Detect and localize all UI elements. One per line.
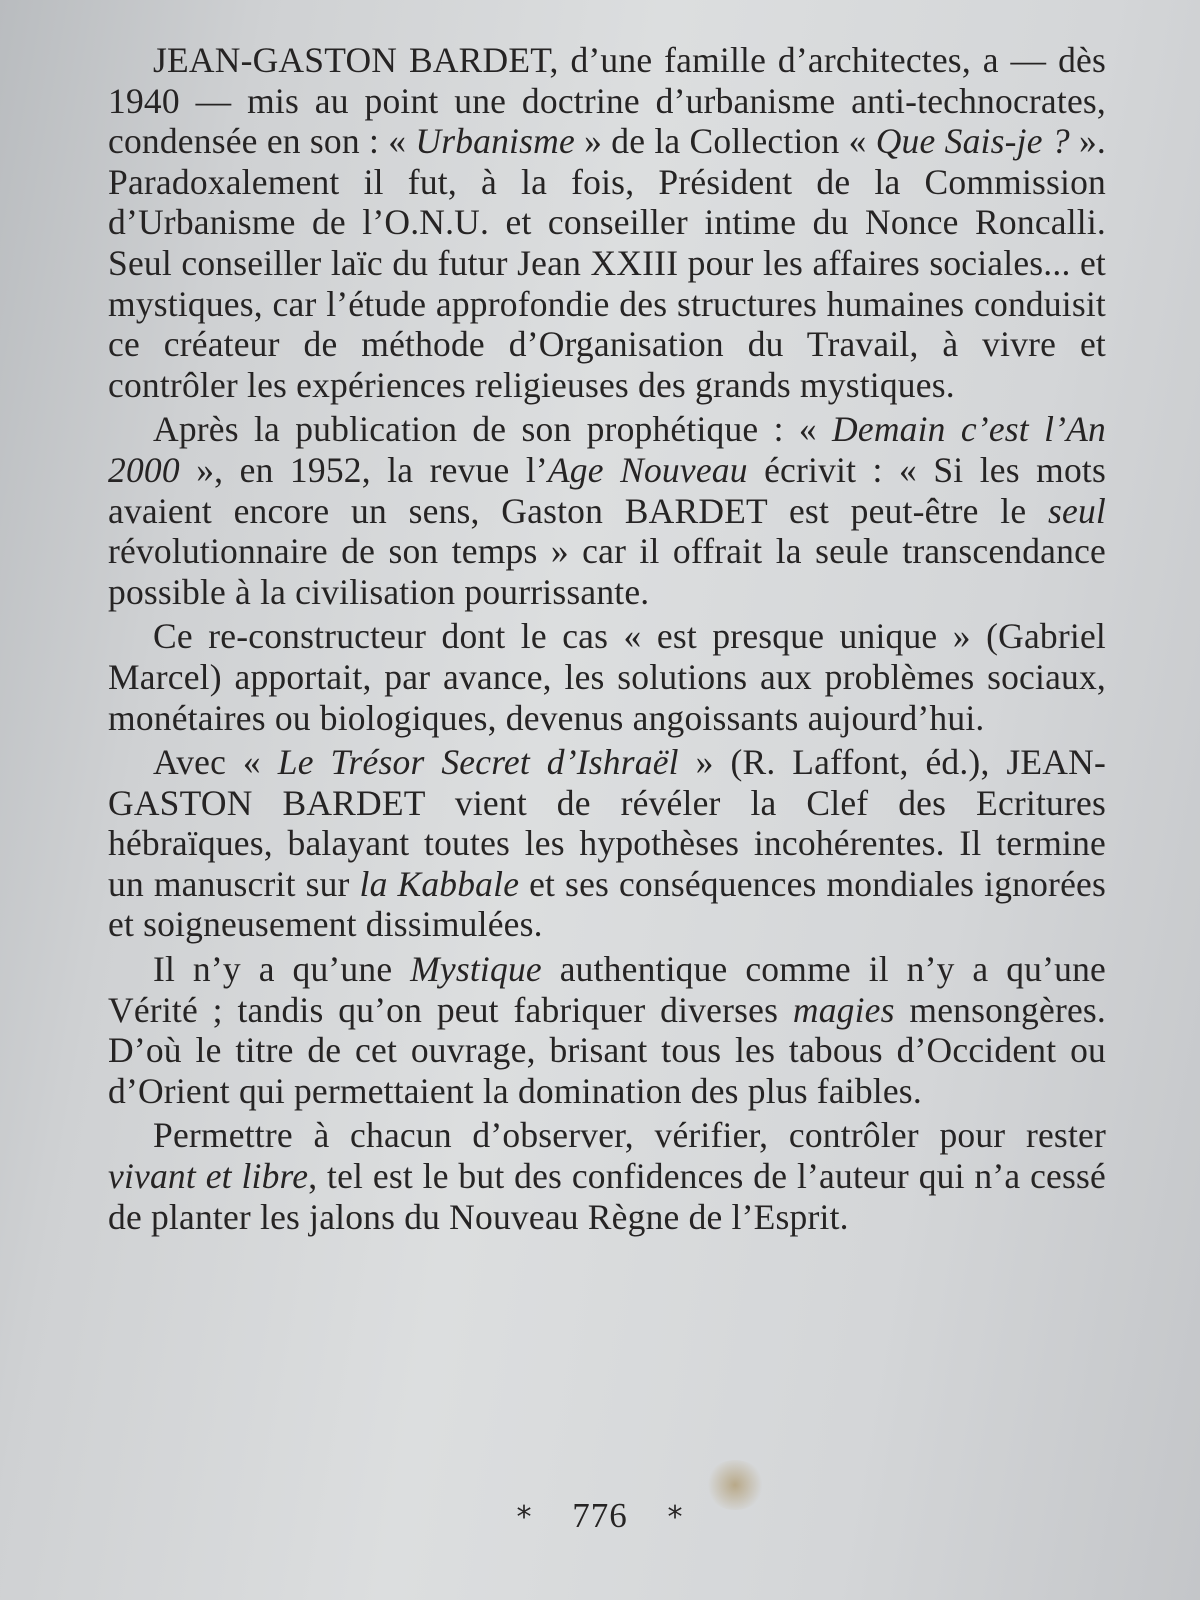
paragraph-5 [108, 949, 1106, 1111]
paragraph-6 [108, 1115, 1106, 1237]
text-run: » (R. Laffont, éd.), JEAN-GASTON BARDET vient de révéler la Clef des Ecritures hébraïques, balayant toutes les hypothèses incohérentes. Il termine un manuscrit sur [108, 742, 1106, 904]
paragraph-3 [108, 616, 1106, 738]
text-run: et ses conséquences mondiales ignorées et soigneusement dissimulées. [108, 863, 1106, 945]
italic-text-run: seul [1048, 490, 1106, 531]
italic-text-run: Mystique [410, 949, 542, 990]
italic-text-run: Demain c’est l’An 2000 [108, 409, 1106, 490]
italic-text-run: Urbanisme [415, 121, 575, 162]
italic-text-run: la Kabbale [359, 863, 520, 904]
text-run: Ce re-constructeur dont le cas « est presque unique » (Gabriel Marcel) apportait, par avance, les solutions aux problèmes sociaux, monétaires ou biologiques, devenus angoissants aujourd’hui. [108, 616, 1106, 738]
paragraph-4 [108, 742, 1106, 945]
text-run: Il n’y a qu’une [153, 949, 411, 990]
text-run: » de la Collection « [574, 121, 876, 162]
paragraph-2 [108, 409, 1106, 612]
text-run: , tel est le but des confidences de l’auteur qui n’a cessé de planter les jalons du Nouveau Règne de l’Esprit. [108, 1156, 1106, 1237]
asterisk-left: * [516, 1500, 533, 1535]
text-run: ». Paradoxalement il fut, à la fois, Président de la Commission d’Urbanisme de l’O.N.U. et conseiller intime du Nonce Roncalli. Seul conseiller laïc du futur Jean XXIII pour les affaires sociales... et mystiques, car l’étude approfondie des structures humaines conduisit ce créateur de méthode d’Organisation du Travail, à vivre et contrôler les expériences religieuses des grands mystiques. [108, 121, 1106, 405]
paper-stain [705, 1460, 765, 1510]
book-back-cover-page [108, 40, 1106, 1580]
text-run: Après la publication de son prophétique : « [153, 409, 833, 450]
body-text [108, 40, 1106, 1237]
italic-text-run: magies [792, 989, 895, 1030]
text-run: JEAN-GASTON BARDET, d’une famille d’architectes, a — dès 1940 — mis au point une doctrine d’urbanisme anti-technocrates, condensée en son : « [108, 40, 1106, 162]
text-run: Permettre à chacun d’observer, vérifier, contrôler pour rester [153, 1115, 1106, 1156]
asterisk-right: * [667, 1500, 684, 1535]
text-run: authentique comme il n’y a qu’une Vérité ; tandis qu’on peut fabriquer diverses [108, 949, 1107, 1030]
italic-text-run: Age Nouveau [547, 449, 748, 490]
italic-text-run: Le Trésor Secret d’Ishraël [277, 742, 679, 783]
text-run: révolutionnaire de son temps » car il offrait la seule transcendance possible à la civilisation pourrissante. [108, 531, 1106, 612]
text-run: mensongères. D’où le titre de cet ouvrage, brisant tous les tabous d’Occident ou d’Orient qui permettaient la domination des plus faibles. [108, 989, 1107, 1111]
paragraph-1 [108, 40, 1106, 405]
text-run: », en 1952, la revue l’ [179, 449, 548, 490]
italic-text-run: vivant et libre [108, 1156, 309, 1197]
text-run: écrivit : « Si les mots avaient encore un sens, Gaston BARDET est peut-être le [108, 449, 1106, 531]
text-run: Avec « [153, 742, 278, 783]
italic-text-run: Que Sais-je ? [875, 121, 1070, 162]
page-number-value: 776 [572, 1496, 628, 1535]
page-number [0, 1496, 1200, 1536]
